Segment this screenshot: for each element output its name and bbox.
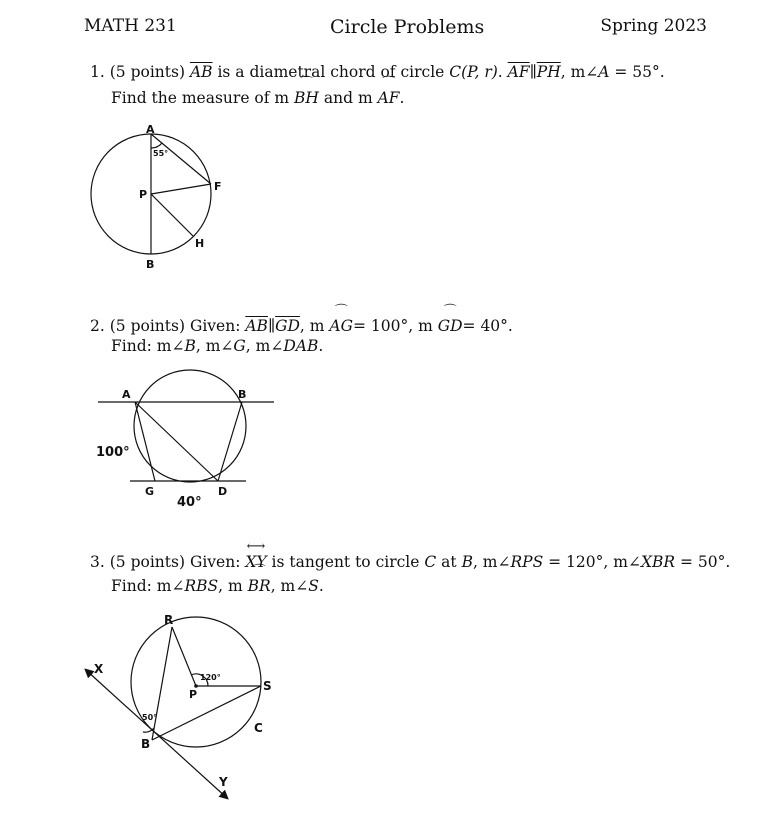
- segment-ab: $\overline{AB}$: [245, 317, 268, 335]
- point-label-f: F: [214, 180, 222, 193]
- angle-label-55: 55°: [153, 149, 169, 158]
- segment-rp: [172, 627, 196, 686]
- point-label-p: P: [139, 188, 148, 201]
- course-code: MATH 231: [84, 16, 177, 36]
- text: is tangent to circle: [266, 553, 425, 571]
- segment-ab: $\overline{AB}$: [189, 63, 213, 81]
- parallel-symbol: ∥: [267, 317, 276, 335]
- text: = 50°.: [675, 553, 731, 571]
- text: , m∠: [560, 63, 599, 81]
- circle-label-c: C: [254, 721, 263, 735]
- radius-ph: [151, 194, 193, 236]
- text: , m: [218, 577, 248, 595]
- text: , m∠: [245, 337, 284, 355]
- radius-pf: [151, 184, 211, 194]
- segment-gd: $\overline{GD}$: [275, 317, 300, 335]
- angle-label-50: 50°: [142, 713, 158, 722]
- text: , m: [299, 317, 330, 335]
- text: , m∠: [472, 553, 511, 571]
- text: Given:: [189, 553, 246, 571]
- arc-br: ⌒ BR: [248, 574, 271, 598]
- point-label-r: R: [164, 613, 174, 627]
- angle-name: G: [233, 337, 246, 355]
- angle-name: RPS: [510, 553, 544, 571]
- angle-arc-a: [151, 143, 162, 148]
- point-label-g: G: [145, 485, 155, 498]
- problem-points: (5 points): [109, 553, 185, 571]
- angle-label-120: 120°: [200, 673, 221, 682]
- parallel-symbol: ∥: [529, 63, 537, 81]
- chord-bs: [152, 686, 261, 740]
- angle-name: XBR: [640, 553, 676, 571]
- point-label-h: H: [195, 237, 205, 250]
- figure-1: [91, 134, 211, 254]
- point-label-y: Y: [219, 775, 228, 789]
- chord-ad: [135, 402, 218, 481]
- text: .: [318, 337, 324, 355]
- problem-points: (5 points): [109, 63, 185, 81]
- point-label-p: P: [189, 688, 198, 701]
- text: , m∠: [195, 337, 234, 355]
- point-label-a: A: [146, 123, 155, 136]
- tangent-line-xy: [86, 670, 227, 798]
- text: = 40°.: [462, 317, 513, 335]
- text: at: [436, 553, 462, 571]
- chord-br: [152, 627, 172, 740]
- circle-name: C: [424, 553, 437, 571]
- point-label-d: D: [218, 485, 228, 498]
- circle-notation: C(P, r): [449, 63, 498, 81]
- segment-ph: $\overline{PH}$: [536, 63, 561, 81]
- problem-number: 3.: [90, 553, 105, 571]
- point-label-b: B: [238, 388, 247, 401]
- problem-number: 1.: [90, 63, 105, 81]
- arc-ag: ⌒ AG: [329, 314, 353, 338]
- text: = 100°, m: [352, 317, 438, 335]
- text: = 55°.: [609, 63, 665, 81]
- text: .: [399, 89, 405, 107]
- point-label-a: A: [122, 388, 131, 401]
- figure-2: [98, 370, 274, 482]
- problem-points: (5 points): [109, 317, 185, 335]
- angle-name: S: [308, 577, 319, 595]
- circle-c: [131, 617, 261, 747]
- text: and m: [318, 89, 378, 107]
- point-label-s: S: [263, 679, 272, 693]
- angle-name: A: [598, 63, 610, 81]
- angle-arc-50: [143, 728, 154, 732]
- text: Find: m∠: [111, 577, 185, 595]
- text: = 120°, m∠: [543, 553, 641, 571]
- segment-af: $\overline{AF}$: [507, 63, 530, 81]
- angle-name: DAB: [283, 337, 319, 355]
- arc-gd: ⌒ GD: [438, 314, 463, 338]
- text: Given:: [189, 317, 246, 335]
- figure-3: [86, 617, 261, 798]
- text: is a diametral chord of circle: [212, 63, 450, 81]
- arc-af: ⌒ AF: [378, 86, 400, 110]
- problem-number: 2.: [90, 317, 105, 335]
- chord-bd: [218, 402, 242, 481]
- arc-label-40: 40°: [177, 495, 202, 510]
- angle-name: RBS: [184, 577, 219, 595]
- angle-name: B: [184, 337, 196, 355]
- text: .: [497, 63, 508, 81]
- text: Find: m∠: [111, 337, 185, 355]
- text: , m∠: [270, 577, 309, 595]
- point-label-b: B: [141, 737, 151, 751]
- arc-label-100: 100°: [96, 445, 130, 460]
- point-name: B: [461, 553, 473, 571]
- page-title: Circle Problems: [330, 16, 485, 38]
- arc-bh: ⌒ BH: [294, 86, 319, 110]
- point-label-b: B: [146, 258, 155, 271]
- point-label-x: X: [94, 662, 104, 676]
- line-xy: ⟷ XY: [245, 550, 266, 574]
- text: .: [318, 577, 324, 595]
- text: Find the measure of m: [111, 89, 295, 107]
- chord-ag: [135, 402, 155, 481]
- term-label: Spring 2023: [600, 16, 707, 36]
